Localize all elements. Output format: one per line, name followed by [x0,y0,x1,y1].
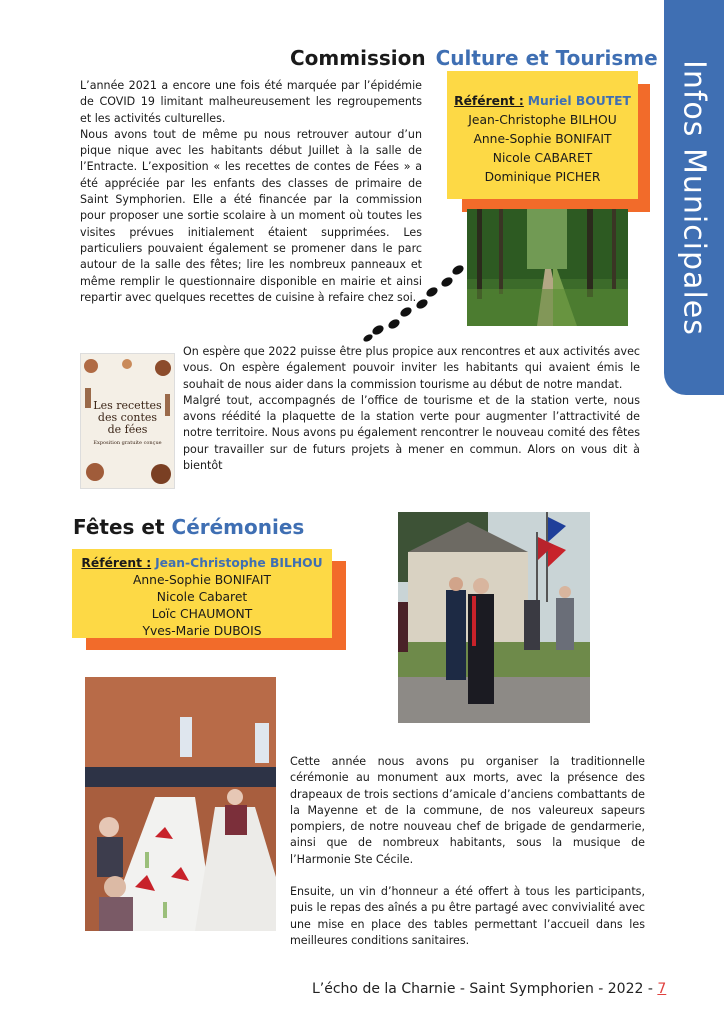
culture-referent-name: Muriel BOUTET [527,94,631,108]
book-title-line: Les recettes [93,399,162,412]
culture-member: Dominique PICHER [484,170,601,184]
footprints-decoration [362,262,472,342]
culture-section-title [290,46,658,70]
culture-paragraph-4: Malgré tout, accompagnés de l’office de tourisme et de la station verte, nous avons réédité la plaquette de la station verte pour augmenter l’attractivité de notre territoire. Nous avons pu également rencontrer le nouveau comité des fêtes pour travailler sur de futurs projets à mener en commun. Alors on vous dit à bientôt [183,393,640,473]
page-number: 7 [657,981,667,997]
culture-paragraph-2: Nous avons tout de même pu nous retrouver autour d’un pique nique avec les habitants début Juillet à la salle de l’Entracte. L’exposition « les recettes de contes de Fées » a été appréciée par les enfants des classes de primaire de Saint Symphorien. Elle a été financée par la commission pour proposer une sortie scolaire à un moment où toutes les visites prévues initialement étaient supprimées. Les particuliers pouvaient également se promener dans le parc autour de la salle des fêtes; lire les nombreux panneaux et même remplir le questionnaire disponible en mairie et ainsi repartir avec quelques recettes de cuisine à refaire chez soi. [80,127,422,304]
book-title-line: de fées [107,423,148,436]
fetes-referent-name: Jean-Christophe BILHOU [155,556,323,570]
culture-title-blue: Culture et Tourisme [435,46,658,70]
fetes-referent-line [72,555,332,572]
side-tab-label: Infos Municipales [676,59,712,336]
page-footer [312,981,666,997]
fetes-member: Loïc CHAUMONT [151,607,253,621]
fetes-referent-list [72,549,332,640]
culture-referent-list [447,71,638,187]
ceremony-photo [398,512,590,723]
fetes-member: Nicole Cabaret [156,590,248,604]
footer-text: L’écho de la Charnie - Saint Symphorien - 2022 - [312,981,653,997]
culture-text-wide [183,344,640,474]
fetes-member: Anne-Sophie BONIFAIT [132,573,272,587]
side-tab-label-wrap [664,0,724,395]
fetes-section-title [73,515,304,539]
culture-referent-line [447,92,638,111]
fetes-referent-label: Référent : [81,556,152,570]
culture-member: Nicole CABARET [492,151,593,165]
fetes-member: Yves-Marie DUBOIS [142,624,262,638]
culture-member: Anne-Sophie BONIFAIT [473,132,612,146]
culture-member: Jean-Christophe BILHOU [468,113,617,127]
fetes-referent-box [72,549,332,638]
book-cover-image [80,353,175,489]
culture-referent-box [447,71,638,199]
fetes-title-blue: Cérémonies [171,515,305,539]
fetes-title-black: Fêtes et [73,515,165,539]
culture-paragraph-1: L’année 2021 a encore une fois été marquée par l’épidémie de COVID 19 limitant malheureusement les regroupements et les activités culturelles. [80,79,422,125]
fetes-paragraph-1: Cette année nous avons pu organiser la traditionnelle cérémonie au monument aux morts, avec la présence des drapeaux de trois sections d’amicale d’anciens combattants de la Mayenne et de la commune, de nos valeureux sapeurs pompiers, de notre nouveau chef de brigade de gendarmerie, ainsi que de nombreux habitants, sous la musique de l’Harmonie Ste Cécile. [290,755,645,866]
fetes-text [290,754,645,949]
book-title-line: des contes [97,411,158,424]
culture-title-black: Commission [290,46,426,70]
culture-referent-label: Référent : [454,94,524,108]
book-cover-title [89,400,166,447]
culture-paragraph-3: On espère que 2022 puisse être plus propice aux rencontres et aux activités avec vous. On espère également pouvoir inviter les habitants qui avaient émis le souhait de nous aider dans la commission tourisme au début de notre mandat. [183,345,640,391]
banquet-photo [85,677,276,931]
fetes-paragraph-2: Ensuite, un vin d’honneur a été offert à tous les participants, puis le repas des aînés a pu être partagé avec convivialité avec une mise en place des tables permettant l’accueil dans les meilleures conditions sanitaires. [290,885,645,947]
book-subtitle: Exposition gratuite conçue [93,440,162,446]
forest-path-photo [467,209,628,326]
